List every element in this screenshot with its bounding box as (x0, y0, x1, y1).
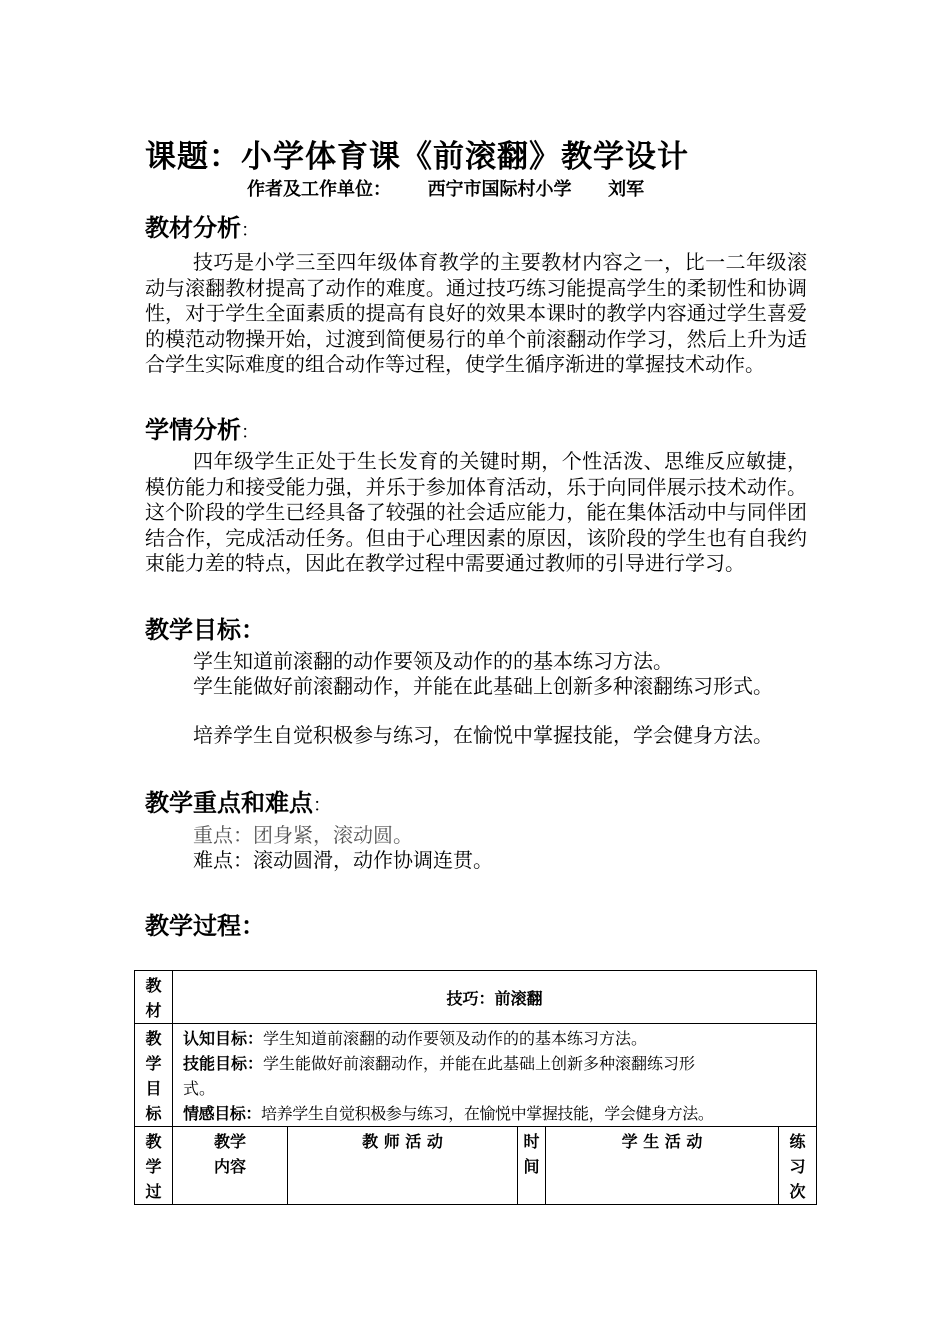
time-column-header: 时 间 (518, 1127, 546, 1205)
student-activity-header: 学 生 活 动 (546, 1127, 779, 1205)
goals-label: 教 学 目 标 (135, 1024, 173, 1127)
goal-skill: 技能目标：学生能做好前滚翻动作，并能在此基础上创新多种滚翻练习形 (183, 1054, 696, 1073)
difficulty-point: 难点：滚动圆滑，动作协调连贯。 (193, 848, 493, 872)
key-point: 重点：团身紧，滚动圆。 (193, 823, 413, 847)
objective-item-2: 学生能做好前滚翻动作，并能在此基础上创新多种滚翻练习形式。 (193, 674, 773, 698)
lesson-plan-table (134, 970, 817, 1205)
goal-skill-cont: 式。 (183, 1079, 216, 1098)
goal-affective: 情感目标：培养学生自觉积极参与练习，在愉悦中掌握技能，学会健身方法。 (183, 1104, 714, 1123)
table-row-goals (135, 1024, 817, 1127)
material-analysis-text: 技巧是小学三至四年级体育教学的主要教材内容之一，比一二年级滚动与滚翻教材提高了动作的难度。通过技巧练习能提高学生的柔韧性和协调性，对于学生全面素质的提高有良好的效果本课时的教学内容通过学生喜爱的模范动物操开始，过渡到简便易行的单个前滚翻动作学习，然后上升为适合学生实际难度的组合动作等过程，使学生循序渐进的掌握技术动作。 (145, 250, 807, 376)
student-analysis-text: 四年级学生正处于生长发育的关键时期，个性活泼、思维反应敏捷，模仿能力和接受能力强，并乐于参加体育活动，乐于向同伴展示技术动作。这个阶段的学生已经具备了较强的社会适应能力，能在集体活动中与同伴团结合作，完成活动任务。但由于心理因素的原因，该阶段的学生也有自我约束能力差的特点，因此在教学过程中需要通过教师的引导进行学习。 (145, 449, 807, 575)
objective-item-3: 培养学生自觉积极参与练习，在愉悦中掌握技能，学会健身方法。 (193, 723, 773, 747)
student-analysis-heading: 学情分析： (145, 416, 259, 444)
content-column-header: 教学 内容 (173, 1127, 288, 1205)
process-label: 教 学 过 (135, 1127, 173, 1205)
table-row-material (135, 971, 817, 1024)
table-row-process-header (135, 1127, 817, 1205)
author-line (247, 175, 644, 201)
objectives-heading: 教学目标： (145, 616, 265, 644)
goal-cognitive: 认知目标：学生知道前滚翻的动作要领及动作的的基本练习方法。 (183, 1029, 648, 1048)
author-label: 作者及工作单位： (247, 179, 391, 200)
author-school: 西宁市国际村小学 (427, 179, 572, 200)
key-points-heading: 教学重点和难点： (145, 789, 331, 817)
teacher-activity-header: 教 师 活 动 (288, 1127, 518, 1205)
goals-content (173, 1024, 817, 1127)
page-title: 课题：小学体育课《前滚翻》教学设计 (145, 139, 689, 175)
practice-count-header: 练 习 次 (779, 1127, 817, 1205)
process-heading: 教学过程： (145, 912, 265, 940)
objective-item-1: 学生知道前滚翻的动作要领及动作的的基本练习方法。 (193, 649, 673, 673)
material-analysis-heading: 教材分析： (145, 214, 259, 242)
material-label: 教 材 (135, 971, 173, 1024)
author-name: 刘军 (608, 179, 645, 200)
material-content: 技巧：前滚翻 (173, 971, 817, 1024)
